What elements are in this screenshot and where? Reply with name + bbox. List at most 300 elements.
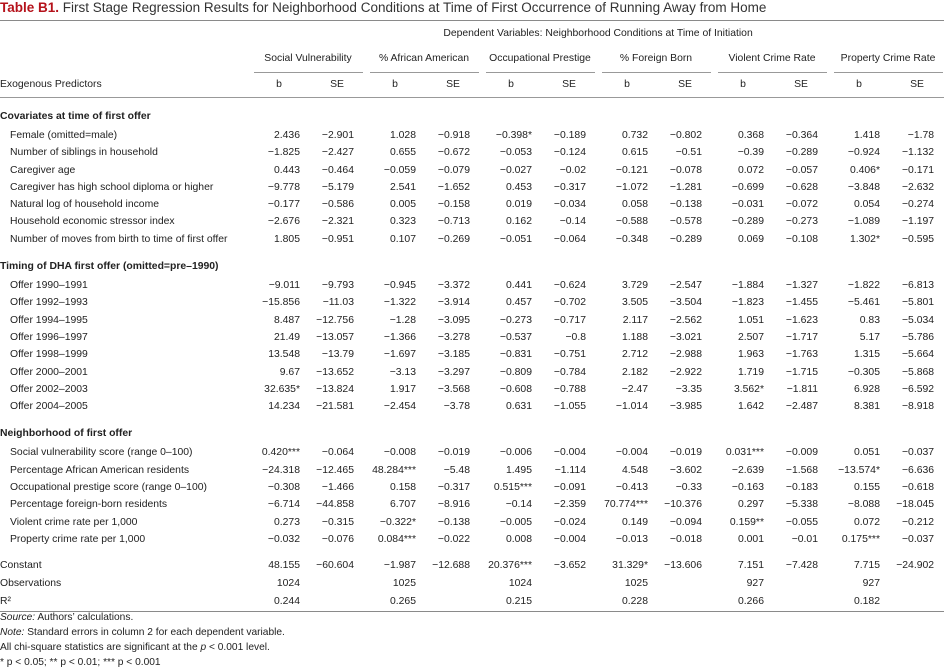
table-row <box>0 196 944 213</box>
se-cell: −12.465 <box>316 464 354 476</box>
coef-cell: 1.719 <box>737 366 764 378</box>
row-label: Constant <box>0 560 42 572</box>
exogenous-label: Exogenous Predictors <box>0 73 250 98</box>
table-title <box>0 0 766 18</box>
row-label: Caregiver has high school diploma or higher <box>10 181 214 193</box>
note-text: Standard errors in column 2 for each dependent variable. <box>27 627 285 638</box>
section-title: Neighborhood of first offer <box>0 428 133 440</box>
observations-row <box>0 575 944 592</box>
coef-cell: 6.707 <box>389 499 416 511</box>
regression-table <box>0 23 944 612</box>
coef-cell: −15.856 <box>262 297 300 309</box>
coef-cell: −2.47 <box>621 383 648 395</box>
coef-cell: −3.13 <box>389 366 416 378</box>
se-cell: −1.811 <box>786 383 818 395</box>
se-cell: −0.274 <box>901 199 935 211</box>
row-label: R² <box>0 592 250 612</box>
coef-cell: −0.924 <box>847 147 880 159</box>
coef-cell: 3.562* <box>733 383 764 395</box>
row-label: Percentage foreign-born residents <box>10 499 168 511</box>
coef-cell: 1.642 <box>737 401 764 413</box>
empty-cell <box>424 592 482 612</box>
coef-cell: 1.028 <box>389 130 416 141</box>
se-cell: −12.756 <box>316 314 354 326</box>
coef-cell: 0.368 <box>737 130 764 141</box>
se-cell: −2.901 <box>321 130 354 141</box>
coef-cell: −1.28 <box>389 314 416 326</box>
se-cell: −0.034 <box>553 199 586 211</box>
value-cell: 1025 <box>624 577 648 589</box>
se-cell: −0.273 <box>785 216 818 228</box>
se-cell: −1.652 <box>437 181 470 193</box>
row-label: Offer 1992–1993 <box>10 297 88 309</box>
source-text: Authors’ calculations. <box>37 612 134 623</box>
col-header-se: SE <box>888 73 944 98</box>
coef-cell: 2.117 <box>622 314 648 326</box>
coef-cell: 2.436 <box>273 130 300 141</box>
se-cell: −0.076 <box>321 533 354 545</box>
empty-cell <box>888 592 944 612</box>
col-header-se: SE <box>540 73 598 98</box>
coef-cell: 0.069 <box>737 233 764 245</box>
column-header-row <box>0 73 944 98</box>
coef-cell: 3.505 <box>621 297 648 309</box>
coef-cell: −0.39 <box>737 147 764 159</box>
empty-cell <box>540 592 598 612</box>
coef-cell: 0.175*** <box>841 533 880 545</box>
se-cell: −3.278 <box>437 331 470 343</box>
group-header: Social Vulnerability <box>250 45 366 73</box>
se-cell: −24.902 <box>896 560 935 572</box>
table-row <box>0 162 944 179</box>
se-cell: −5.48 <box>443 464 470 476</box>
coef-cell: −0.14 <box>505 499 532 511</box>
coef-cell: −0.322* <box>379 516 416 528</box>
coef-cell: −0.537 <box>499 331 532 343</box>
se-cell: −2.922 <box>669 366 702 378</box>
coef-cell: −0.413 <box>615 482 648 494</box>
se-cell: −0.004 <box>553 533 586 545</box>
row-label: Offer 1990–1991 <box>10 280 88 292</box>
section-gap <box>0 98 944 107</box>
row-label: Female (omitted=male) <box>10 130 118 141</box>
group-header: % African American <box>366 45 482 73</box>
table-row <box>0 444 944 461</box>
coef-cell: 0.084*** <box>377 533 416 545</box>
se-cell: −1.466 <box>321 482 354 494</box>
se-cell: −0.091 <box>553 482 586 494</box>
table-label: Table B1. <box>0 0 60 15</box>
table-row <box>0 179 944 196</box>
section-title: Timing of DHA first offer (omitted=pre–1990) <box>0 260 219 272</box>
coef-cell: −0.348 <box>615 233 648 245</box>
coef-cell: −0.032 <box>267 533 300 545</box>
row-label: Number of siblings in household <box>10 147 158 159</box>
col-header-b: b <box>714 73 772 98</box>
se-cell: −0.009 <box>785 447 818 459</box>
coef-cell: 1.188 <box>621 331 648 343</box>
coef-cell: −3.848 <box>847 181 880 193</box>
coef-cell: −1.823 <box>731 297 764 309</box>
empty-cell <box>656 592 714 612</box>
coef-cell: −9.011 <box>268 280 300 292</box>
se-cell: −5.868 <box>901 366 935 378</box>
value-cell: 0.215 <box>482 592 540 612</box>
se-cell: −2.359 <box>553 499 586 511</box>
coef-cell: −0.027 <box>499 164 532 176</box>
coef-cell: 0.054 <box>853 199 880 211</box>
row-label: Property crime rate per 1,000 <box>10 533 146 545</box>
col-header-b: b <box>482 73 540 98</box>
coef-cell: −1.822 <box>847 280 880 292</box>
se-cell: −0.019 <box>669 447 702 459</box>
empty-cell <box>540 575 598 592</box>
se-cell: −2.427 <box>321 147 354 159</box>
coef-cell: 0.515*** <box>493 482 532 494</box>
row-label: Household economic stressor index <box>10 216 175 228</box>
coef-cell: 1.963 <box>737 349 764 361</box>
se-cell: −1.197 <box>901 216 935 228</box>
coef-cell: 0.072 <box>853 516 880 528</box>
coef-cell: −0.588 <box>615 216 648 228</box>
coef-cell: −0.004 <box>615 447 648 459</box>
value-cell: 927 <box>746 577 764 589</box>
coef-cell: 9.67 <box>279 366 300 378</box>
se-cell: −0.618 <box>901 482 935 494</box>
coef-cell: 6.928 <box>853 383 880 395</box>
se-cell: −1.717 <box>785 331 818 343</box>
coef-cell: −0.051 <box>499 233 532 245</box>
coef-cell: −1.884 <box>731 280 764 292</box>
coef-cell: 0.008 <box>505 533 532 545</box>
se-cell: −13.824 <box>316 383 354 395</box>
table-row <box>0 514 944 531</box>
coef-cell: 0.615 <box>621 147 648 159</box>
coef-cell: −2.676 <box>267 216 300 228</box>
se-cell: −0.578 <box>669 216 702 228</box>
se-cell: −3.652 <box>553 560 586 572</box>
gap-cell <box>0 98 944 107</box>
section-header <box>0 423 944 444</box>
coef-cell: 0.406* <box>849 164 880 176</box>
se-cell: −0.124 <box>553 147 586 159</box>
row-label: Occupational prestige score (range 0–100) <box>10 482 207 494</box>
table-row <box>0 496 944 513</box>
coef-cell: 0.457 <box>505 297 532 309</box>
se-cell: −0.037 <box>901 447 935 459</box>
coef-cell: 0.443 <box>273 164 300 176</box>
se-cell: −5.664 <box>901 349 935 361</box>
se-cell: −0.784 <box>553 366 586 378</box>
se-cell: −0.751 <box>553 349 586 361</box>
coef-cell: 7.151 <box>737 560 764 572</box>
se-cell: −0.628 <box>785 181 818 193</box>
table-row <box>0 364 944 381</box>
coef-cell: 31.329* <box>612 560 648 572</box>
coef-cell: −0.305 <box>847 366 880 378</box>
coef-cell: 0.273 <box>273 516 300 528</box>
note-label: Note: <box>0 627 25 638</box>
se-cell: −0.8 <box>565 331 586 343</box>
se-cell: −3.914 <box>437 297 470 309</box>
se-cell: −6.636 <box>901 464 935 476</box>
se-cell: −0.024 <box>553 516 586 528</box>
coef-cell: −1.089 <box>847 216 880 228</box>
coef-cell: 0.83 <box>859 314 880 326</box>
source-label: Source: <box>0 612 36 623</box>
col-header-se: SE <box>656 73 714 98</box>
empty-cell <box>308 575 366 592</box>
se-cell: −5.801 <box>901 297 935 309</box>
se-cell: −0.057 <box>785 164 818 176</box>
coef-cell: 0.001 <box>737 533 764 545</box>
table-row <box>0 329 944 346</box>
coef-cell: 1.315 <box>853 349 880 361</box>
se-cell: −6.813 <box>901 280 935 292</box>
se-cell: −0.802 <box>669 130 702 141</box>
source-note <box>0 610 285 625</box>
se-cell: −0.269 <box>437 233 470 245</box>
col-header-b: b <box>366 73 424 98</box>
coef-cell: −0.053 <box>499 147 532 159</box>
gap-cell <box>0 415 944 423</box>
se-cell: −3.095 <box>437 314 470 326</box>
se-cell: −21.581 <box>316 401 354 413</box>
se-cell: −0.918 <box>437 130 470 141</box>
table-row <box>0 127 944 144</box>
se-cell: −12.688 <box>432 560 470 572</box>
coef-cell: −0.273 <box>499 314 532 326</box>
coef-cell: 0.631 <box>505 401 532 413</box>
constant-row <box>0 557 944 574</box>
value-cell: 1024 <box>508 577 532 589</box>
spacer-row <box>0 548 944 557</box>
coef-cell: −0.006 <box>499 447 532 459</box>
se-cell: −3.372 <box>437 280 470 292</box>
chi-square-note <box>0 640 285 655</box>
standard-error-note <box>0 625 285 640</box>
se-cell: −3.35 <box>675 383 702 395</box>
coef-cell: −1.825 <box>267 147 300 159</box>
coef-cell: −0.308 <box>267 482 300 494</box>
se-cell: −0.212 <box>901 516 935 528</box>
coef-cell: 0.019 <box>505 199 532 211</box>
chi-text: All chi-square statistics are significant at the <box>0 642 201 653</box>
coef-cell: 0.058 <box>621 199 648 211</box>
se-cell: −8.918 <box>901 401 935 413</box>
se-cell: −3.185 <box>437 349 470 361</box>
coef-cell: −1.322 <box>383 297 416 309</box>
se-cell: −0.33 <box>675 482 702 494</box>
group-header-row <box>0 45 944 73</box>
row-label: Number of moves from birth to time of first offer <box>10 233 228 245</box>
row-label: Offer 1998–1999 <box>10 349 88 361</box>
coef-cell: 1.418 <box>853 130 880 141</box>
coef-cell: −0.809 <box>499 366 532 378</box>
row-label: Percentage African American residents <box>10 464 190 476</box>
se-cell: −13.606 <box>664 560 702 572</box>
coef-cell: 0.297 <box>737 499 764 511</box>
se-cell: −0.717 <box>553 314 586 326</box>
col-header-se: SE <box>772 73 830 98</box>
coef-cell: 4.548 <box>621 464 648 476</box>
coef-cell: 0.420*** <box>261 447 300 459</box>
coef-cell: −1.697 <box>383 349 416 361</box>
se-cell: −5.786 <box>901 331 935 343</box>
se-cell: −0.138 <box>437 516 470 528</box>
section-header <box>0 256 944 277</box>
group-header: Violent Crime Rate <box>714 45 830 73</box>
se-cell: −0.317 <box>553 181 586 193</box>
coef-cell: −0.005 <box>499 516 532 528</box>
se-cell: −3.568 <box>437 383 470 395</box>
table-row <box>0 479 944 496</box>
value-cell: 0.265 <box>366 592 424 612</box>
coef-cell: 20.376*** <box>488 560 532 572</box>
coef-cell: −1.987 <box>383 560 416 572</box>
coef-cell: 0.005 <box>389 199 416 211</box>
coef-cell: 8.487 <box>273 314 300 326</box>
coef-cell: 13.548 <box>268 349 300 361</box>
se-cell: −0.364 <box>785 130 818 141</box>
empty-cell <box>424 575 482 592</box>
se-cell: −18.045 <box>896 499 935 511</box>
empty-cell <box>772 592 830 612</box>
empty-cell <box>888 575 944 592</box>
significance-note: * p < 0.05; ** p < 0.01; *** p < 0.001 <box>0 657 161 668</box>
se-cell: −1.455 <box>785 297 818 309</box>
se-cell: −5.179 <box>321 181 354 193</box>
coef-cell: −6.714 <box>267 499 300 511</box>
coef-cell: 0.051 <box>853 447 880 459</box>
col-header-se: SE <box>308 73 366 98</box>
se-cell: −0.055 <box>785 516 818 528</box>
coef-cell: 1.917 <box>389 383 416 395</box>
value-cell: 927 <box>862 577 880 589</box>
table-notes <box>0 610 285 670</box>
se-cell: −2.547 <box>669 280 702 292</box>
se-cell: −0.788 <box>553 383 586 395</box>
r2-row <box>0 592 944 612</box>
se-cell: −1.623 <box>785 314 818 326</box>
coef-cell: −0.608 <box>499 383 532 395</box>
se-cell: −0.586 <box>321 199 354 211</box>
coef-cell: 2.712 <box>621 349 648 361</box>
se-cell: −2.632 <box>901 181 935 193</box>
table-row <box>0 144 944 161</box>
row-label: Offer 2002–2003 <box>10 383 88 395</box>
coef-cell: 0.453 <box>505 181 532 193</box>
se-cell: −0.078 <box>669 164 702 176</box>
col-header-b: b <box>598 73 656 98</box>
coef-cell: 8.381 <box>853 401 880 413</box>
coef-cell: −0.289 <box>731 216 764 228</box>
se-cell: −3.297 <box>437 366 470 378</box>
se-cell: −0.317 <box>437 482 470 494</box>
coef-cell: −0.177 <box>267 199 300 211</box>
coef-cell: 0.732 <box>621 130 648 141</box>
coef-cell: −9.778 <box>267 181 300 193</box>
coef-cell: 1.051 <box>737 314 764 326</box>
se-cell: −8.916 <box>437 499 470 511</box>
se-cell: −2.562 <box>669 314 702 326</box>
se-cell: −0.702 <box>553 297 586 309</box>
se-cell: −10.376 <box>664 499 702 511</box>
se-cell: −5.034 <box>901 314 935 326</box>
coef-cell: 32.635* <box>264 383 300 395</box>
se-cell: −0.018 <box>669 533 702 545</box>
value-cell: 0.182 <box>830 592 888 612</box>
coef-cell: 21.49 <box>273 331 300 343</box>
coef-cell: −1.366 <box>383 331 416 343</box>
se-cell: −0.138 <box>669 199 702 211</box>
se-cell: −0.022 <box>437 533 470 545</box>
gap-cell <box>0 548 944 557</box>
coef-cell: 0.159** <box>729 516 764 528</box>
group-header: Occupational Prestige <box>482 45 598 73</box>
blank-cell <box>0 45 250 73</box>
coef-cell: 2.182 <box>621 366 648 378</box>
coef-cell: 48.284*** <box>372 464 416 476</box>
coef-cell: 48.155 <box>268 560 300 572</box>
table-row <box>0 531 944 548</box>
dv-header-row <box>0 23 944 45</box>
section-title: Covariates at time of first offer <box>0 110 151 122</box>
coef-cell: −0.031 <box>731 199 764 211</box>
coef-cell: −13.574* <box>838 464 880 476</box>
row-label: Observations <box>0 577 62 589</box>
coef-cell: 2.507 <box>737 331 764 343</box>
value-cell: 1024 <box>276 577 300 589</box>
se-cell: −0.064 <box>321 447 354 459</box>
se-cell: −2.321 <box>321 216 354 228</box>
row-label: Offer 1994–1995 <box>10 314 88 326</box>
table-body <box>0 23 944 611</box>
se-cell: −3.78 <box>443 401 470 413</box>
coef-cell: 1.495 <box>505 464 532 476</box>
se-cell: −0.079 <box>437 164 470 176</box>
row-label: Natural log of household income <box>10 199 160 211</box>
se-cell: −0.094 <box>669 516 702 528</box>
coef-cell: 70.774*** <box>604 499 648 511</box>
se-cell: −0.037 <box>901 533 935 545</box>
se-cell: −1.114 <box>554 464 586 476</box>
se-cell: −0.019 <box>437 447 470 459</box>
se-cell: −0.51 <box>675 147 702 159</box>
col-header-se: SE <box>424 73 482 98</box>
se-cell: −3.602 <box>669 464 702 476</box>
coef-cell: 2.541 <box>389 181 416 193</box>
se-cell: −6.592 <box>901 383 935 395</box>
coef-cell: −1.072 <box>615 181 648 193</box>
se-cell: −0.315 <box>321 516 354 528</box>
blank-cell <box>0 23 250 45</box>
coef-cell: −0.398* <box>495 130 532 141</box>
section-header <box>0 106 944 127</box>
se-cell: −9.793 <box>321 280 354 292</box>
section-gap <box>0 248 944 256</box>
group-header: % Foreign Born <box>598 45 714 73</box>
table-row <box>0 346 944 363</box>
coef-cell: 0.655 <box>389 147 416 159</box>
gap-cell <box>0 248 944 256</box>
row-label: Caregiver age <box>10 164 76 176</box>
row-label: Social vulnerability score (range 0–100) <box>10 447 193 459</box>
coef-cell: −0.831 <box>499 349 532 361</box>
coef-cell: 0.158 <box>389 482 416 494</box>
coef-cell: 3.729 <box>621 280 648 292</box>
se-cell: −13.652 <box>316 366 354 378</box>
